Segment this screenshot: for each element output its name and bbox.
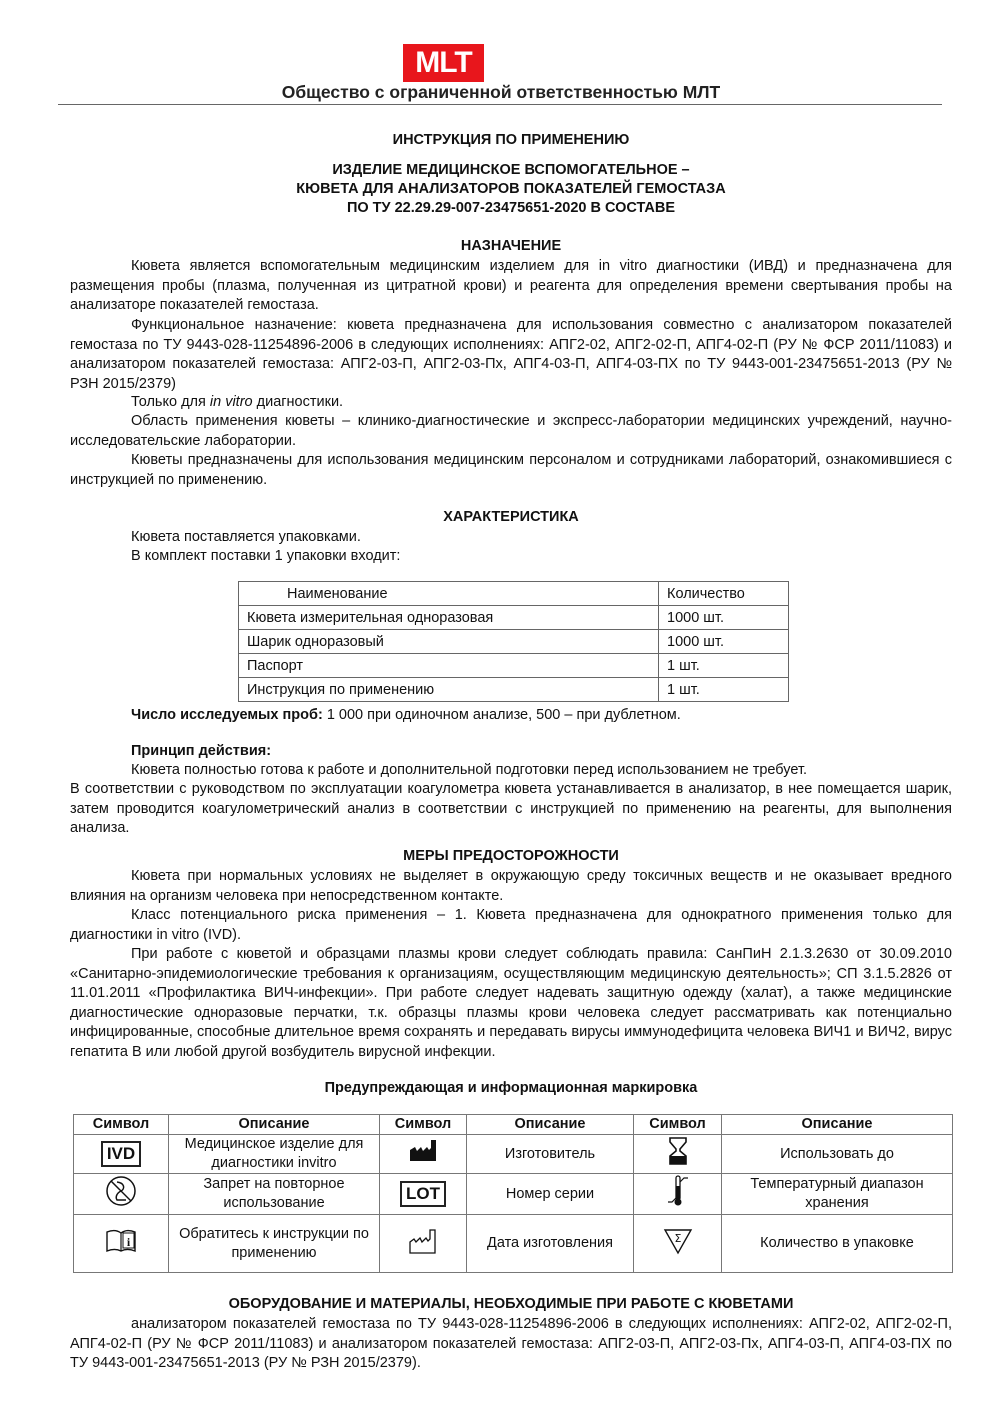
table-cell: Инструкция по применению [239, 678, 659, 702]
symbols-heading: Предупреждающая и информационная маркировка [324, 1080, 698, 1096]
purpose-paragraph-3: Только для in vitro диагностики. [131, 394, 344, 410]
table-row [239, 654, 789, 678]
column-header: Символ [74, 1115, 169, 1135]
table-cell: Кювета измерительная одноразовая [239, 606, 659, 630]
description-cell: Запрет на повторное использование [169, 1174, 380, 1215]
column-header: Описание [467, 1115, 634, 1135]
description-cell: Медицинское изделие для диагностики invitro [169, 1135, 380, 1174]
precautions-paragraph-1: Кювета при нормальных условиях не выделяет в окружающую среду токсичных веществ и не оказывает вредного влияния на организм человека при непосредственном контакте. [70, 868, 952, 904]
table-cell: 1000 шт. [659, 606, 789, 630]
table-cell: 1000 шт. [659, 630, 789, 654]
column-header: Символ [634, 1115, 722, 1135]
symbol-cell [380, 1174, 467, 1215]
thermometer-icon [666, 1174, 690, 1208]
column-header: Количество [659, 582, 789, 606]
kit-contents-table [238, 581, 789, 702]
table-header-row [239, 582, 789, 606]
manufacturer-icon [409, 1140, 437, 1162]
purpose-paragraph-4: Область применения кюветы – клинико-диагностические и экспресс-лаборатории медицинских учреждений, научно-исследовательские лаборатории. [70, 413, 952, 449]
table-row [239, 630, 789, 654]
section-heading-precautions: МЕРЫ ПРЕДОСТОРОЖНОСТИ [403, 848, 619, 864]
table-row [239, 606, 789, 630]
table-cell: Шарик одноразовый [239, 630, 659, 654]
purpose-paragraph-5: Кюветы предназначены для использования медицинским персоналом и сотрудниками лабораторий, ознакомившиеся с инструкцией по применению. [70, 452, 952, 488]
table-row [74, 1135, 953, 1174]
description-cell: Обратитесь к инструкции по применению [169, 1215, 380, 1273]
symbol-cell [380, 1135, 467, 1174]
lot-icon: LOT [400, 1181, 446, 1207]
description-cell: Использовать до [722, 1135, 953, 1174]
table-row [239, 678, 789, 702]
ivd-icon: IVD [101, 1141, 141, 1167]
column-header: Символ [380, 1115, 467, 1135]
section-heading-equipment: ОБОРУДОВАНИЕ И МАТЕРИАЛЫ, НЕОБХОДИМЫЕ ПРИ РАБОТЕ С КЮВЕТАМИ [228, 1296, 794, 1312]
section-heading-characteristics: ХАРАКТЕРИСТИКА [443, 509, 579, 525]
doc-title: ИНСТРУКЦИЯ ПО ПРИМЕНЕНИЮ [392, 132, 630, 148]
precautions-paragraph-3: При работе с кюветой и образцами плазмы крови следует соблюдать правила: СанПиН 2.1.3.2630 от 30.09.2010 «Санитарно-эпидемиологические требования к организациям, осуществляющим медицинскую деятельность»; СП 3.1.5.2826 от 11.01.2011 «Профилактика ВИЧ-инфекции». При работе следует надевать защитную одежду (халат), а также медицинские диагностические одноразовые перчатки, т.к. образцы плазмы крови человека следует рассматривать как потенциально инфицированные, способные длительное время сохранять и передавать вирусы иммунодефицита человека ВИЧ1 и ВИЧ2, вирус гепатита В или любой другой возбудитель вирусной инфекции. [70, 946, 952, 1060]
svg-text:Σ: Σ [674, 1231, 681, 1245]
hourglass-icon [668, 1137, 688, 1165]
do-not-reuse-icon [105, 1175, 137, 1207]
manufacture-date-icon [408, 1228, 438, 1254]
sigma-triangle-icon [663, 1227, 693, 1255]
principle-paragraph-1: Кювета полностью готова к работе и дополнительной подготовки перед использованием не требует. [131, 762, 808, 778]
table-cell: 1 шт. [659, 654, 789, 678]
section-heading-purpose: НАЗНАЧЕНИЕ [460, 238, 562, 254]
svg-text:i: i [126, 1234, 131, 1249]
company-logo [403, 44, 484, 82]
characteristics-paragraph-1: Кювета поставляется упаковками. [131, 529, 361, 545]
product-title-line2: КЮВЕТА ДЛЯ АНАЛИЗАТОРОВ ПОКАЗАТЕЛЕЙ ГЕМОСТАЗА [296, 181, 726, 197]
table-cell: Паспорт [239, 654, 659, 678]
precautions-paragraph-2: Класс потенциального риска применения – 1. Кювета предназначена для однократного применения только для диагностики in vitro (IVD). [70, 907, 952, 943]
column-header: Описание [722, 1115, 953, 1135]
purpose-paragraph-2: Функциональное назначение: кювета предназначена для использования совместно с анализатором показателей гемостаза по ТУ 9443-028-11254896-2006 в следующих исполнениях: АПГ2-02, АПГ2-02-П, АПГ4-02-П (РУ № ФСР 2011/11083) и анализатором показателей гемостаза: АПГ2-03-П, АПГ2-03-Пх, АПГ4-03-П, АПГ4-03-ПХ по ТУ 9443-001-23475651-2013 (РУ № РЗН 2015/2379) [70, 317, 952, 392]
symbols-table [73, 1114, 953, 1273]
table-row [74, 1215, 953, 1273]
characteristics-paragraph-2: В комплект поставки 1 упаковки входит: [131, 548, 401, 564]
company-name: Общество с ограниченной ответственностью МЛТ [281, 82, 721, 102]
description-cell: Изготовитель [467, 1135, 634, 1174]
symbol-cell [380, 1215, 467, 1273]
table-header-row [74, 1115, 953, 1135]
product-title-line3: ПО ТУ 22.29.29-007-23475651-2020 В СОСТАВЕ [346, 200, 676, 216]
table-cell: 1 шт. [659, 678, 789, 702]
purpose-paragraph-1: Кювета является вспомогательным медицинским изделием для in vitro диагностики (ИВД) и предназначена для размещения пробы (плазма, полученная из цитратной крови) и реагента для определения времени свертывания пробы на анализаторе показателей гемостаза. [70, 258, 952, 313]
samples-count: Число исследуемых проб: 1 000 при одиночном анализе, 500 – при дублетном. [131, 707, 681, 723]
description-cell: Количество в упаковке [722, 1215, 953, 1273]
symbol-cell [74, 1215, 169, 1273]
principle-paragraph-2: В соответствии с руководством по эксплуатации коагулометра кювета устанавливается в анализатор, в нее помещается шарик, затем проводится коагулометрический анализ в соответствии с инструкцией по применению на реагенты, для выполнения анализа. [70, 781, 952, 836]
consult-instructions-icon [105, 1229, 137, 1253]
column-header: Описание [169, 1115, 380, 1135]
symbol-cell [634, 1215, 722, 1273]
description-cell: Дата изготовления [467, 1215, 634, 1273]
header-divider [58, 104, 942, 105]
principle-heading: Принцип действия: [131, 743, 272, 759]
logo-text: MLT [415, 46, 472, 79]
symbol-cell [634, 1135, 722, 1174]
symbol-cell [634, 1174, 722, 1215]
description-cell: Температурный диапазон хранения [722, 1174, 953, 1215]
column-header: Наименование [239, 582, 659, 606]
symbol-cell [74, 1174, 169, 1215]
description-cell: Номер серии [467, 1174, 634, 1215]
equipment-paragraph: анализатором показателей гемостаза по ТУ 9443-028-11254896-2006 в следующих исполнениях: АПГ2-02, АПГ2-02-П, АПГ4-02-П (РУ № ФСР 2011/11083) и анализатором показателей гемостаза: АПГ2-03-П, АПГ2-03-Пх, АПГ4-03-П, АПГ4-03-ПХ по ТУ 9443-001-23475651-2013 (РУ № РЗН 2015/2379). [70, 1316, 952, 1371]
symbol-cell [74, 1135, 169, 1174]
product-title-line1: ИЗДЕЛИЕ МЕДИЦИНСКОЕ ВСПОМОГАТЕЛЬНОЕ – [332, 162, 690, 178]
table-row [74, 1174, 953, 1215]
